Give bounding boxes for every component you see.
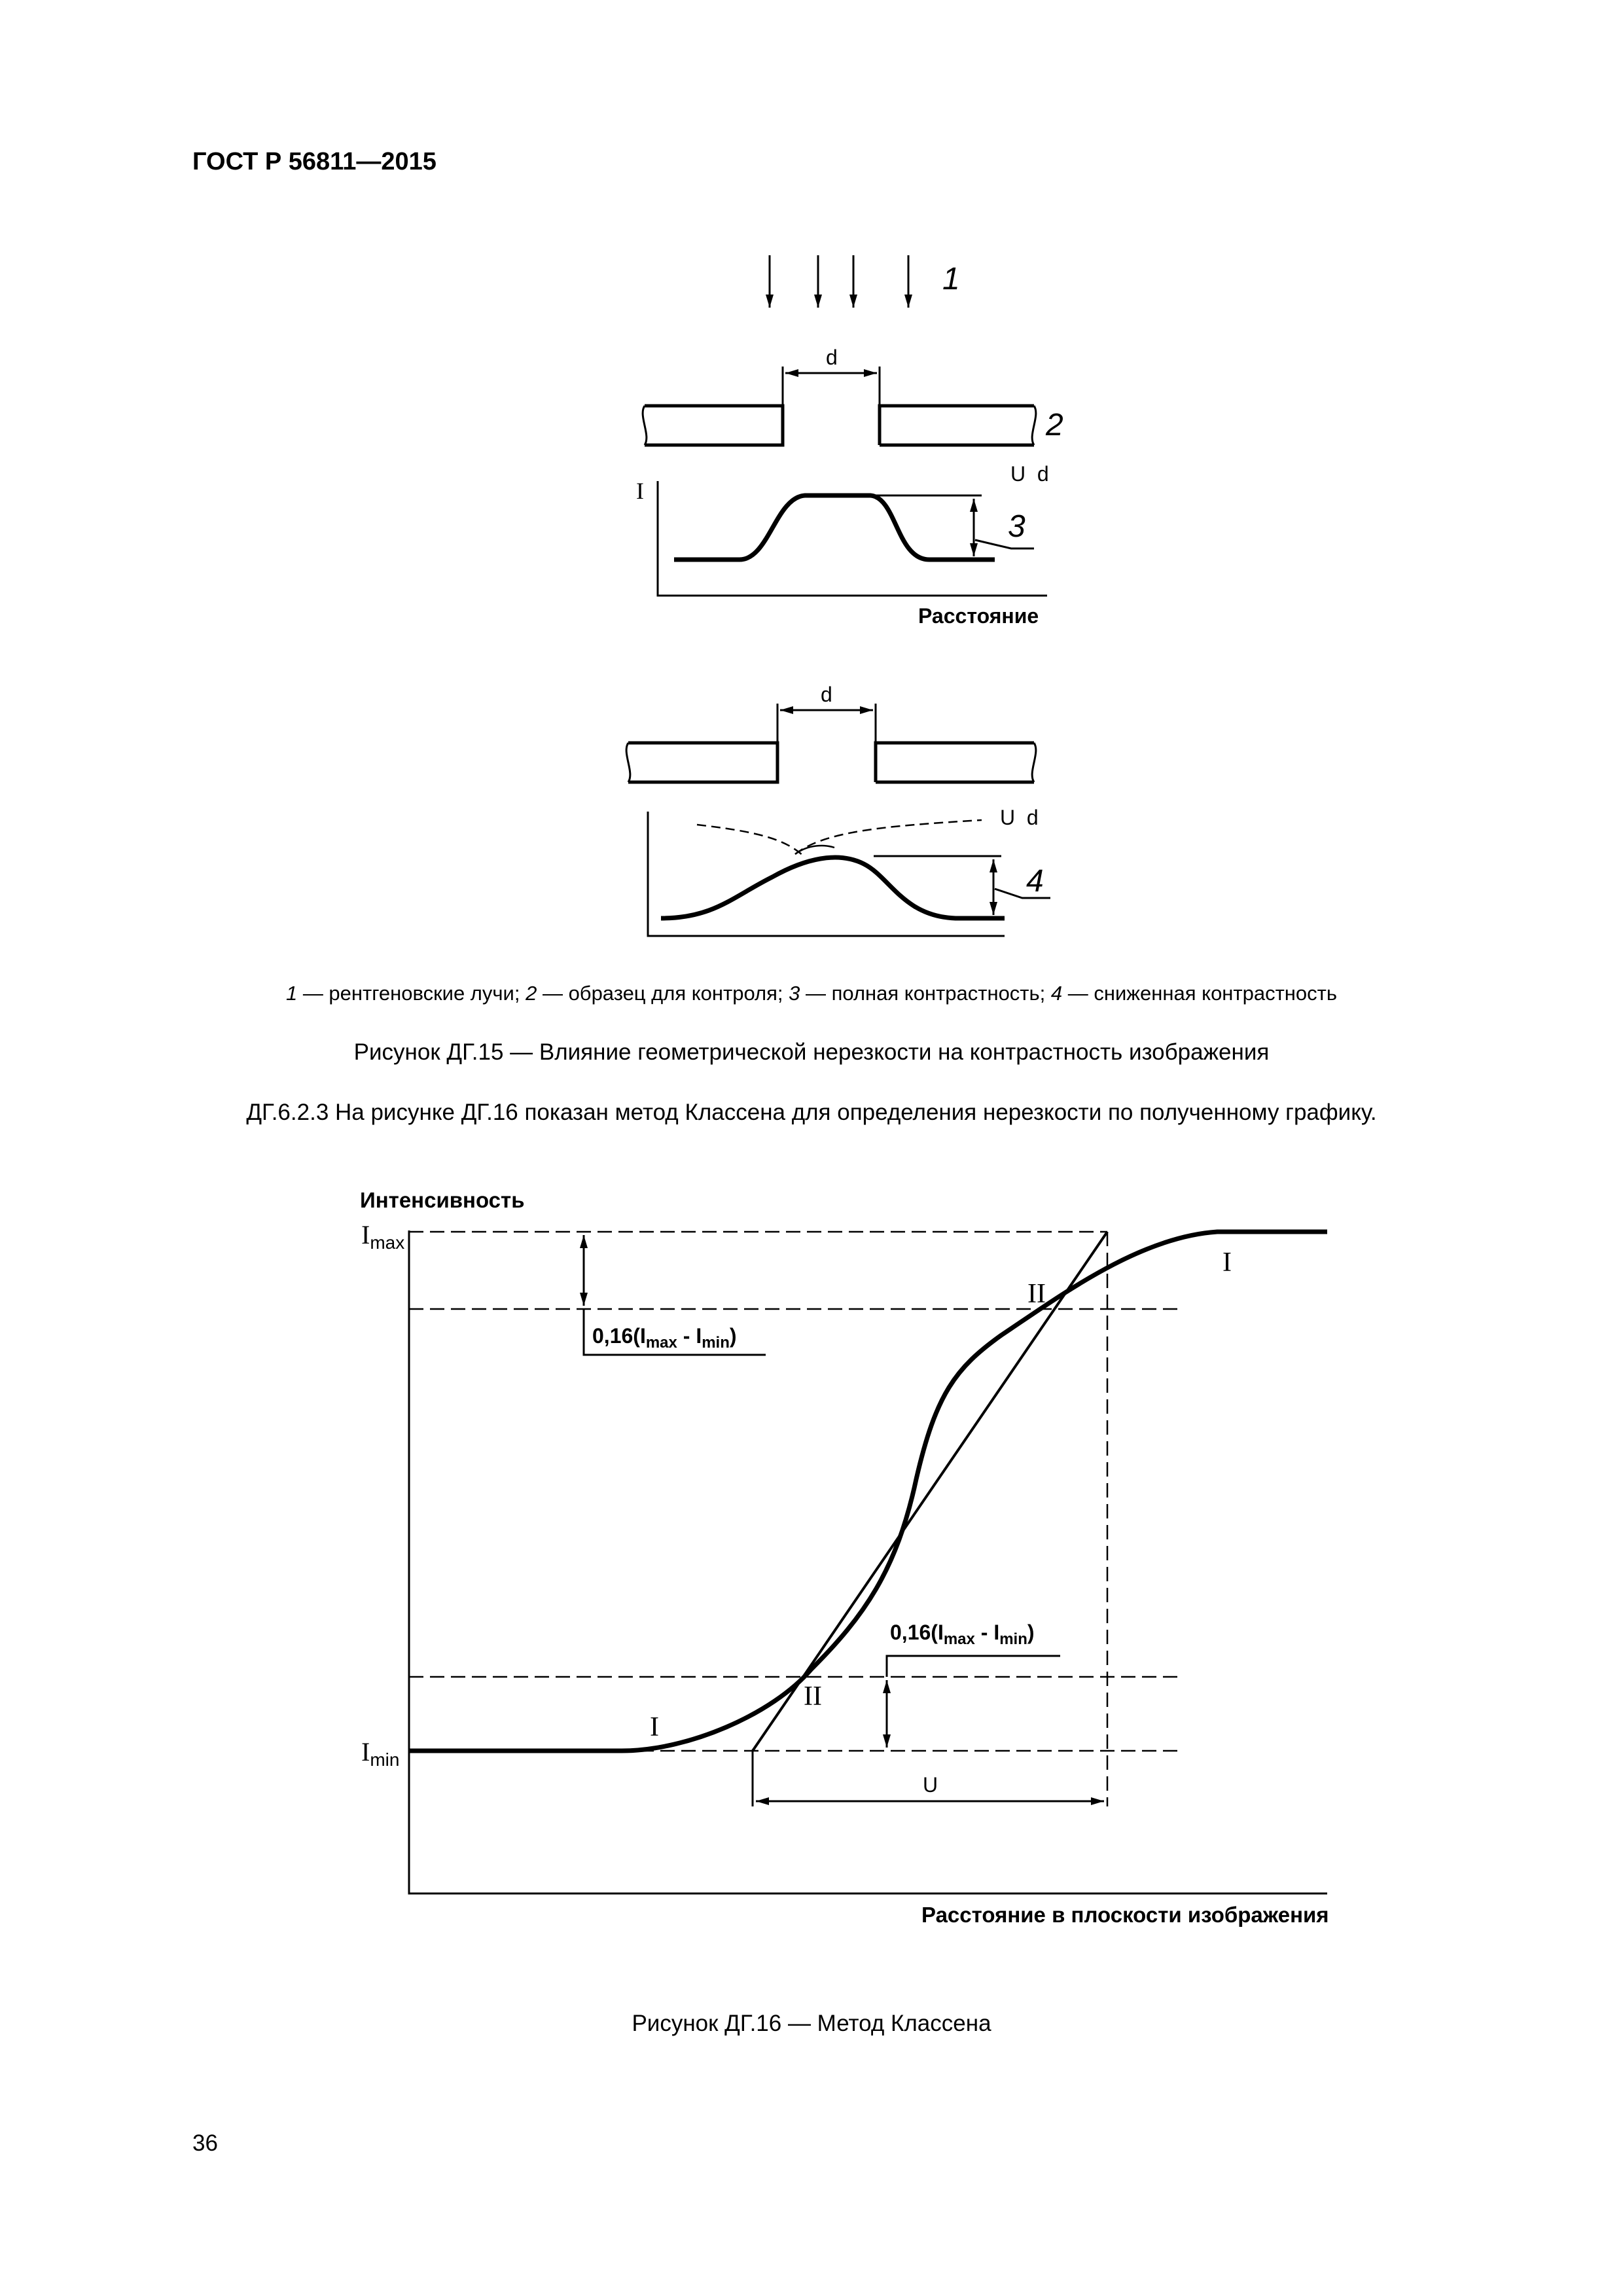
imin-label bbox=[361, 1737, 399, 1770]
dim-d-lower: d bbox=[821, 683, 832, 706]
x-axis-label: Расстояние в плоскости изображения bbox=[921, 1903, 1329, 1927]
formula-upper-mid: - I bbox=[677, 1324, 702, 1348]
formula-lower-sub2: min bbox=[999, 1630, 1027, 1648]
legend-num-3: 3 bbox=[789, 982, 800, 1005]
imin-main: I bbox=[361, 1737, 370, 1767]
tangent-label-lower: II bbox=[804, 1681, 822, 1712]
formula-lower-sub1: max bbox=[943, 1630, 975, 1648]
legend-num-4: 4 bbox=[1050, 982, 1063, 1005]
formula-lower-prefix: 0,16(I bbox=[890, 1621, 944, 1644]
dim-d-upper: d bbox=[826, 346, 838, 369]
label-full-contrast: 3 bbox=[1008, 509, 1026, 544]
legend-text-2: — образец для контроля; bbox=[537, 982, 789, 1005]
formula-lower bbox=[890, 1621, 1035, 1648]
figure-dg16-caption: Рисунок ДГ.16 — Метод Классена bbox=[632, 2011, 991, 2036]
imax-sub: max bbox=[370, 1232, 405, 1253]
legend-num-2: 2 bbox=[526, 982, 537, 1005]
imin-sub: min bbox=[370, 1749, 400, 1770]
formula-upper-prefix: 0,16(I bbox=[592, 1324, 646, 1348]
legend-text-1: — рентгеновские лучи; bbox=[297, 982, 526, 1005]
klassen-graph bbox=[409, 1230, 1327, 1893]
u-label: U bbox=[923, 1773, 938, 1797]
legend-text-4: — сниженная контрастность bbox=[1062, 982, 1338, 1005]
axis-i-upper: I bbox=[636, 478, 644, 504]
formula-upper-sub2: min bbox=[702, 1334, 730, 1352]
tangent-label-upper: II bbox=[1027, 1279, 1046, 1309]
curve-label-upper: I bbox=[1222, 1247, 1232, 1278]
legend-text-3: — полная контрастность; bbox=[800, 982, 1051, 1005]
formula-upper-suffix: ) bbox=[729, 1324, 737, 1348]
u-d-lower: U d bbox=[1000, 806, 1039, 829]
label-rays: 1 bbox=[942, 262, 960, 296]
y-axis-label: Интенсивность bbox=[360, 1188, 525, 1212]
document-header: ГОСТ Р 56811—2015 bbox=[192, 148, 437, 175]
figure-dg15-caption: Рисунок ДГ.15 — Влияние геометрической нерезкости на контрастность изображения bbox=[353, 1039, 1270, 1065]
imax-label bbox=[361, 1220, 404, 1253]
label-sample: 2 bbox=[1046, 408, 1063, 442]
u-d-upper: U d bbox=[1010, 462, 1049, 486]
axis-distance: Расстояние bbox=[918, 604, 1039, 628]
label-reduced-contrast: 4 bbox=[1026, 864, 1044, 899]
formula-lower-mid: - I bbox=[974, 1621, 1000, 1644]
legend-num-1: 1 bbox=[285, 982, 298, 1005]
formula-upper bbox=[592, 1324, 737, 1352]
curve-label-lower: I bbox=[650, 1712, 659, 1742]
page-number: 36 bbox=[192, 2130, 218, 2156]
formula-lower-suffix: ) bbox=[1027, 1621, 1035, 1644]
imax-main: I bbox=[361, 1220, 370, 1249]
section-paragraph: ДГ.6.2.3 На рисунке ДГ.16 показан метод Классена для определения нерезкости по полученному графику. bbox=[246, 1100, 1377, 1125]
formula-upper-sub1: max bbox=[645, 1334, 677, 1352]
